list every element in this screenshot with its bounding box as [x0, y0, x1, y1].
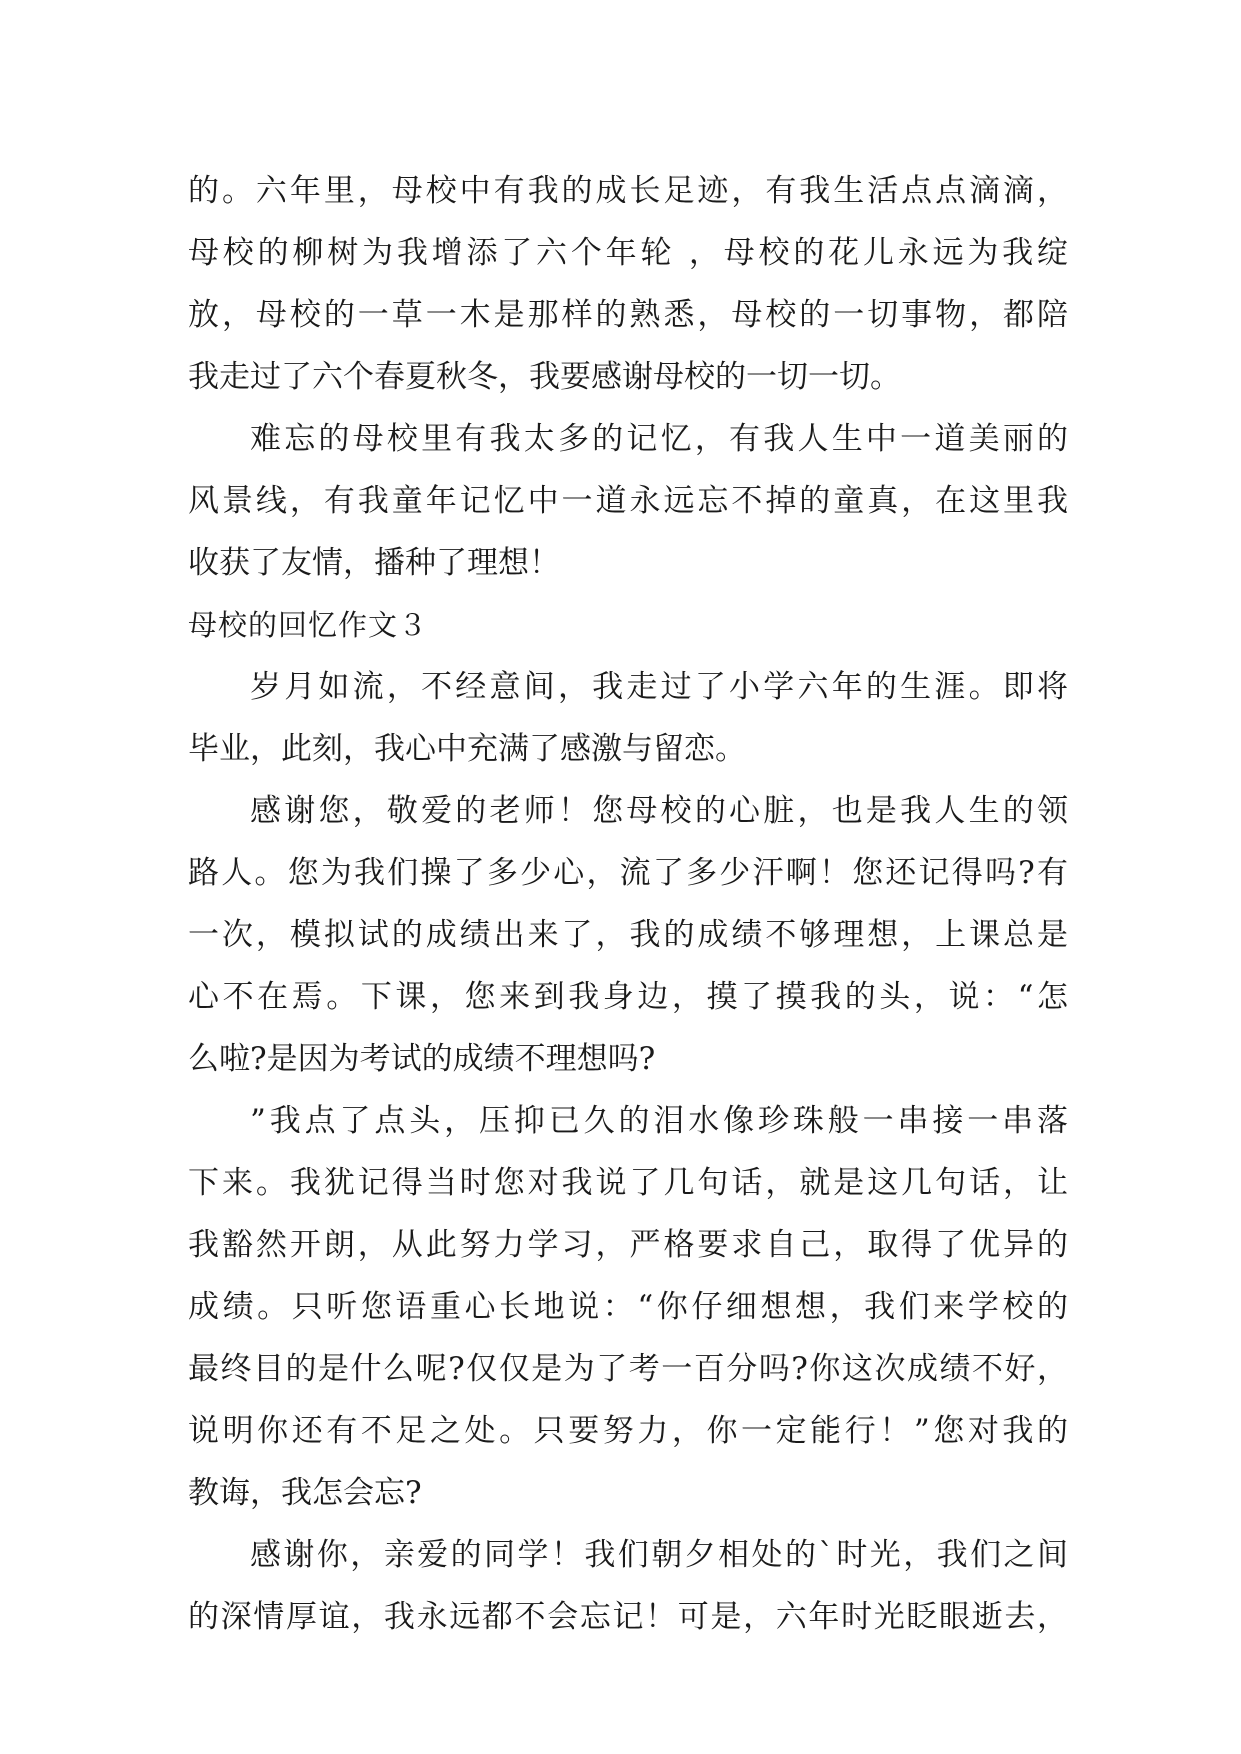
text-line: 感谢您，敬爱的老师！您母校的心脏，也是我人生的领: [250, 793, 1068, 829]
text-line: 我走过了六个春夏秋冬，我要感谢母校的一切一切。: [188, 359, 901, 395]
text-line: 说明你还有不足之处。只要努力，你一定能行！”您对我的: [188, 1413, 1068, 1449]
text-line: 下来。我犹记得当时您对我说了几句话，就是这几句话，让: [188, 1165, 1068, 1201]
text-line: 毕业，此刻，我心中充满了感激与留恋。: [188, 731, 746, 767]
text-line: 路人。您为我们操了多少心，流了多少汗啊！您还记得吗?有: [188, 855, 1068, 891]
text-line: 风景线，有我童年记忆中一道永远忘不掉的童真，在这里我: [188, 483, 1068, 519]
text-line: 的。六年里，母校中有我的成长足迹，有我生活点点滴滴，: [188, 173, 1068, 209]
text-line: 我豁然开朗，从此努力学习，严格要求自己，取得了优异的: [188, 1227, 1068, 1263]
document-body: [188, 160, 1068, 1648]
text-line: 岁月如流，不经意间，我走过了小学六年的生涯。即将: [250, 669, 1068, 705]
text-line: 成绩。只听您语重心长地说：“你仔细想想，我们来学校的: [188, 1289, 1068, 1325]
text-line: 感谢你，亲爱的同学！我们朝夕相处的`时光，我们之间: [250, 1537, 1068, 1573]
text-line: 心不在焉。下课，您来到我身边，摸了摸我的头，说：“怎: [188, 979, 1068, 1015]
text-line: 的深情厚谊，我永远都不会忘记！可是，六年时光眨眼逝去，: [188, 1599, 1068, 1635]
text-line: 教诲，我怎会忘?: [188, 1475, 422, 1511]
text-line: 母校的柳树为我增添了六个年轮 ，母校的花儿永远为我绽: [188, 235, 1068, 271]
text-line: 最终目的是什么呢?仅仅是为了考一百分吗?你这次成绩不好，: [188, 1351, 1068, 1387]
text-line: 难忘的母校里有我太多的记忆，有我人生中一道美丽的: [250, 421, 1068, 457]
section-heading: 母校的回忆作文３: [188, 608, 429, 642]
text-line: ”我点了点头，压抑已久的泪水像珍珠般一串接一串落: [250, 1103, 1068, 1139]
text-line: 一次，模拟试的成绩出来了，我的成绩不够理想，上课总是: [188, 917, 1068, 953]
text-line: 放，母校的一草一木是那样的熟悉，母校的一切事物，都陪: [188, 297, 1068, 333]
text-line: 么啦?是因为考试的成绩不理想吗?: [188, 1041, 656, 1077]
text-line: 收获了友情，播种了理想！: [188, 545, 560, 581]
